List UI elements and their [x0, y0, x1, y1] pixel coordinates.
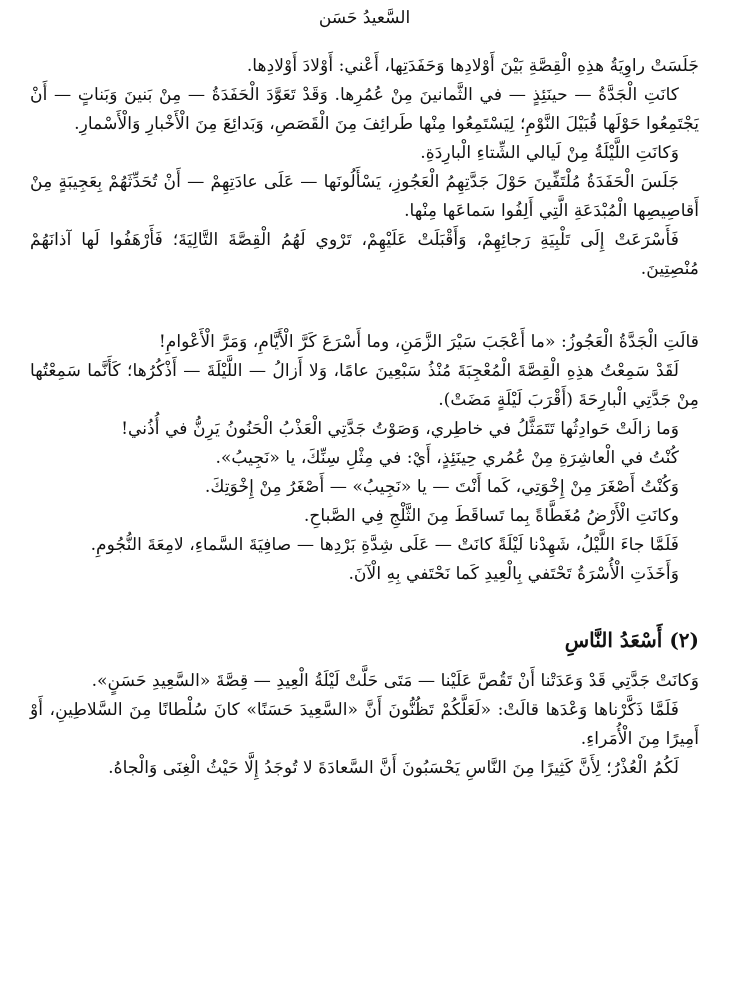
- paragraph: جَلَسَ الْحَفَدَةُ مُلْتَفِّينَ حَوْلَ جَدَّتِهِمُ الْعَجُوزِ، يَسْأَلُونَها — عَلَى عادَتِهِمْ — أَنْ تُحَدِّثَهُمْ بِعَجِيبَةٍ مِنْ أَقاصِيصِها الْمُبْدَعَةِ الَّتِي أَلِفُوا سَماعَها مِنْها.: [30, 172, 699, 221]
- paragraph: وَأَخَذَتِ الْأُسْرَةُ تَحْتَفي بِالْعِيدِ كَما نَحْتَفي بِهِ الْآنَ.: [348, 564, 679, 584]
- paragraph: وَما زالَتْ حَوادِثُها تَتَمَثَّلُ في خاطِري، وَصَوْتُ جَدَّتِي الْعَذْبُ الْحَنُونُ يَرِنُّ في أُذُني!: [121, 419, 679, 439]
- paragraph: فَأَسْرَعَتْ إِلَى تَلْبِيَةِ رَجائِهِمْ، وَأَقْبَلَتْ عَلَيْهِمْ، تَرْوي لَهُمُ الْقِصَّةَ التَّالِيَةَ؛ فَأَرْهَفُوا لَها آذانَهُمْ مُنْصِتِينَ.: [30, 230, 699, 279]
- paragraph: جَلَسَتْ راوِيَةُ هذِهِ الْقِصَّةِ بَيْنَ أَوْلادِها وَحَفَدَتِها، أَعْني: أَوْلادَ أَوْلادِها.: [246, 56, 699, 76]
- paragraph: قالَتِ الْجَدَّةُ الْعَجُوزُ: «ما أَعْجَبَ سَيْرَ الزَّمَنِ، وما أَسْرَعَ كَرَّ الْأَيَّامِ، وَمَرَّ الْأَعْوامِ!: [158, 332, 699, 352]
- paragraph: فَلَمَّا ذَكَّرْناها وَعْدَها قالَتْ: «لَعَلَّكُمْ تَظُنُّونَ أَنَّ «السَّعِيدَ حَسَنًا» كانَ سُلْطانًا مِنَ السَّلاطِينِ، أَوْ أَمِيرًا مِنَ الْأُمَراءِ.: [30, 700, 699, 749]
- paragraph: وكانَتِ الْأَرْضُ مُغَطَّاةً بِما تَساقَطَ مِنَ الثَّلْجِ فِي الصَّباحِ.: [303, 506, 679, 526]
- paragraph: وَكُنْتُ أَصْغَرَ مِنْ إِخْوَتِي، كَما أَنْتَ — يا «نَجِيبُ» — أَصْغَرُ مِنْ إِخْوَتِكَ.: [204, 477, 679, 497]
- paragraph: لَكُمُ الْعُذْرُ؛ لِأَنَّ كَثِيرًا مِنَ النَّاسِ يَحْسَبُونَ أَنَّ السَّعادَةَ لا تُوجَدُ إِلَّا حَيْثُ الْغِنَى وَالْجاهُ.: [108, 758, 679, 778]
- grandmother-speech: [30, 328, 699, 589]
- paragraph: كانَتِ الْجَدَّةُ — حينَئِذٍ — في الثَّمانينَ مِنْ عُمُرِها. وَقَدْ تَعَوَّدَ الْحَفَدَةُ — مِنْ بَنينَ وَبَناتٍ — أَنْ يَجْتَمِعُوا حَوْلَها قُبَيْلَ النَّوْمِ؛ لِيَسْتَمِعُوا مِنْها طَرائِفَ مِنَ الْقَصَصِ، وَبَدائِعَ مِنَ الْأَخْبارِ وَالْأَسْمارِ.: [30, 85, 699, 134]
- paragraph: وَكانَتِ اللَّيْلَةُ مِنْ لَيالي الشِّتاءِ الْبارِدَةِ.: [420, 143, 679, 163]
- paragraph: كُنْتُ في الْعاشِرَةِ مِنْ عُمُري حِينَئِذٍ، أَيْ: في مِثْلِ سِنِّكَ، يا «نَجِيبُ».: [215, 448, 679, 468]
- paragraph: فَلَمَّا جاءَ اللَّيْلُ، شَهِدْنا لَيْلَةً كانَتْ — عَلَى شِدَّةِ بَرْدِها — صافِيَةَ السَّماءِ، لامِعَةَ النُّجُومِ.: [90, 535, 679, 555]
- story-intro: [30, 52, 699, 284]
- running-header: السَّعيدُ حَسَن: [318, 8, 411, 28]
- chapter-heading: (٢) أَسْعَدُ النَّاسِ: [564, 628, 699, 652]
- paragraph: لَقَدْ سَمِعْتُ هذِهِ الْقِصَّةَ الْمُعْجِبَةَ مُنْذُ سَبْعِينَ عامًا، وَلا أَزالُ — اللَّيْلَةَ — أَذْكُرُها؛ كَأَنَّما سَمِعْتُها مِنْ جَدَّتِي الْبارِحَةَ (أَقْرَبَ لَيْلَةٍ مَضَتْ).: [30, 361, 699, 410]
- chapter-body: [30, 667, 699, 783]
- paragraph: وَكانَتْ جَدَّتِي قَدْ وَعَدَتْنا أَنْ تَقُصَّ عَلَيْنا — مَتَى حَلَّتْ لَيْلَةُ الْعِيدِ — قِصَّةَ «السَّعِيدِ حَسَنٍ».: [91, 671, 699, 691]
